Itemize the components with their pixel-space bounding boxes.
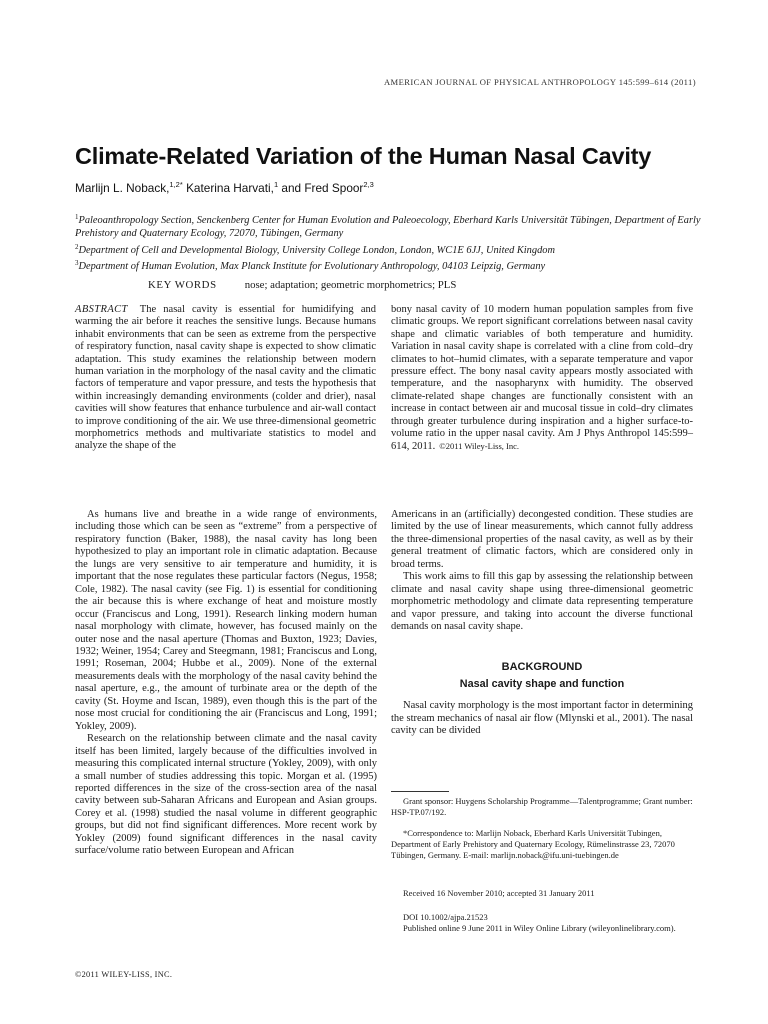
author-affiliation-marker: 1,2* bbox=[169, 180, 183, 189]
author-list bbox=[75, 180, 374, 195]
journal-header: AMERICAN JOURNAL OF PHYSICAL ANTHROPOLOGY 145:599–614 (2011) bbox=[383, 77, 696, 87]
affiliation-item: $^3$Department of Human Evolution, Max Planck Institute for Evolutionary Anthropology, 04103 Leipzig, Germany bbox=[75, 259, 546, 273]
abstract-text: bony nasal cavity of 10 modern human population samples from five climatic groups. We report significant correlations between nasal cavity shape and climatic variables of both temperature and humidity. Variation in nasal cavity shape is correlated with a cline from cold–dry climates to hot–humid climates, with a separate temperature and vapor pressure effect. The bony nasal cavity appears mostly associated with temperature, and the nasopharynx with humidity. The observed climate-related shape changes are functionally consistent with an increase in contact between air and mucosal tissue in cold–dry climates through greater turbulence during inspiration and a higher surface-to-volume ratio in the upper nasal cavity. Am J Phys Anthropol 145:599–614, 2011. bbox=[391, 304, 693, 453]
body-paragraph: Research on the relationship between climate and the nasal cavity itself has been limited, largely because of the difficulties involved in measuring this complicated internal structure (Yokley, 2009), with only a small number of studies addressing this topic. Morgan et al. (1995) reported differences in the size of the cross-section area of the nasal cavity between sub-Saharan Africans and European and Asian groups. Corey et al. (1998) studied the nasal volume in different geographic groups, but did not find significant differences. More recent work by Yokley (2009) found significant differences in the nasal cavity surface/volume ratio between European and African bbox=[75, 733, 377, 857]
published-text: Published online 9 June 2011 in Wiley Online Library (wileyonlinelibrary.com). bbox=[403, 923, 676, 934]
keywords-text: nose; adaptation; geometric morphometrics; PLS bbox=[244, 279, 457, 291]
abstract-left-column bbox=[75, 304, 376, 453]
keywords-label: KEY WORDS bbox=[148, 279, 217, 291]
author-name: Marlijn L. Noback, bbox=[75, 181, 170, 195]
abstract-right-column bbox=[391, 304, 693, 454]
footnote-divider bbox=[391, 791, 449, 792]
author-name: Katerina Harvati, bbox=[186, 181, 274, 195]
keywords-line bbox=[148, 279, 456, 291]
subsection-heading: Nasal cavity shape and function bbox=[459, 677, 625, 690]
doi-text: DOI 10.1002/ajpa.21523 bbox=[403, 912, 488, 922]
footnote-grant: Grant sponsor: Huygens Scholarship Programme—Talentprogramme; Grant number: HSP-TP.07/192. bbox=[391, 796, 693, 818]
abstract-label: ABSTRACT bbox=[75, 304, 128, 315]
affiliations bbox=[75, 211, 705, 274]
footnote-received: Received 16 November 2010; accepted 31 January 2011 bbox=[403, 888, 595, 898]
author-affiliation-marker: 1 bbox=[273, 180, 279, 189]
body-paragraph: Nasal cavity morphology is the most important factor in determining the stream mechanics of nasal air flow (Mlynski et al., 2001). The nasal cavity can be divided bbox=[391, 700, 693, 737]
body-paragraph: As humans live and breathe in a wide range of environments, including those which can be seen as “extreme” from a perspective of respiratory function (Baker, 1988), the nasal cavity has long been hypothesized to play an important role in climatic adaptation. Because the lungs are very sensitive to air temperature and humidity, it is important that the nose regulates these particular factors (Negus, 1958; Cole, 1982). The nasal cavity (see Fig. 1) is essential for conditioning the air because this is where exchange of heat and moisture mostly occur (Franciscus and Long, 1991). Research linking modern human nasal morphology with climate, however, has focused mainly on the outer nose and the nasal aperture (Thomas and Buxton, 1923; Davies, 1932; Weiner, 1954; Carey and Steegmann, 1981; Franciscus and Long, 1991; Roseman, 2004; Hubbe et al., 2009). None of the external measurements deals with the morphology of the nasal cavity behind the nasal aperture, e.g., the amount of turbinate area or the depth of the cavity (St. Hoyme and Iscan, 1989), even though this is the part of the nose most crucial for conditioning the air (Franciscus and Long, 1991; Yokley, 2009). bbox=[75, 509, 377, 732]
abstract-copyright: ©2011 Wiley-Liss, Inc. bbox=[439, 441, 520, 452]
affiliation-item: $^1$Paleoanthropology Section, Senckenberg Center for Human Evolution and Paleoecology, Eberhard Karls Universität Tübingen, Department of Early Prehistory and Quaternary Ecology, 72070, Tübingen, Germany bbox=[75, 213, 701, 240]
footnote-publication bbox=[391, 912, 693, 934]
affiliation-item: $^2$Department of Cell and Developmental Biology, University College London, London, WC1E 6JJ, United Kingdom bbox=[75, 242, 555, 256]
body-paragraph: This work aims to fill this gap by assessing the relationship between climate and nasal cavity shape using three-dimensional geometric morphometric methodology and climate data representing temperature and vapor pressure, and taking into account the diverse functional demands on nasal cavity shape. bbox=[391, 571, 693, 633]
footnote-correspondence: *Correspondence to: Marlijn Noback, Eberhard Karls Universität Tubingen, Department of Early Prehistory and Quaternary Ecology, Rümelinstrasse 23, 72070 Tübingen, Germany. E-mail: marlijn.noback@ifu.uni-tuebingen.de bbox=[391, 828, 675, 861]
article-title: Climate-Related Variation of the Human Nasal Cavity bbox=[75, 143, 652, 169]
abstract-text: The nasal cavity is essential for humidifying and warming the air before it reaches the sensitive lungs. Because humans inhabit environments that can be seen as extreme from the perspective of respiratory function, nasal cavity shape is expected to show climatic adaptation. This study examines the relationship between modern human variation in the morphology of the nasal cavity and the climatic factors of temperature and vapor pressure, and tests the hypothesis that within increasingly demanding environments (colder and drier), nasal cavities will show features that enhance turbulence and air-wall contact to improve conditioning of the air. We use three-dimensional geometric morphometrics methods and multivariate statistics to model and analyze the shape of the bbox=[75, 304, 376, 452]
section-heading: BACKGROUND bbox=[501, 660, 583, 673]
body-left-column bbox=[75, 509, 377, 858]
footer-copyright: ©2011 WILEY-LISS, INC. bbox=[75, 970, 173, 979]
author-name: and Fred Spoor bbox=[281, 181, 364, 195]
body-paragraph: Americans in an (artificially) decongested condition. These studies are limited by the use of linear measurements, which cannot fully address the three-dimensional properties of the nasal cavity, as well as by their general treatment of climatic factors, which are considered only in broad terms. bbox=[391, 509, 693, 570]
body-right-column bbox=[391, 509, 693, 738]
author-affiliation-marker: 2,3 bbox=[363, 180, 374, 189]
